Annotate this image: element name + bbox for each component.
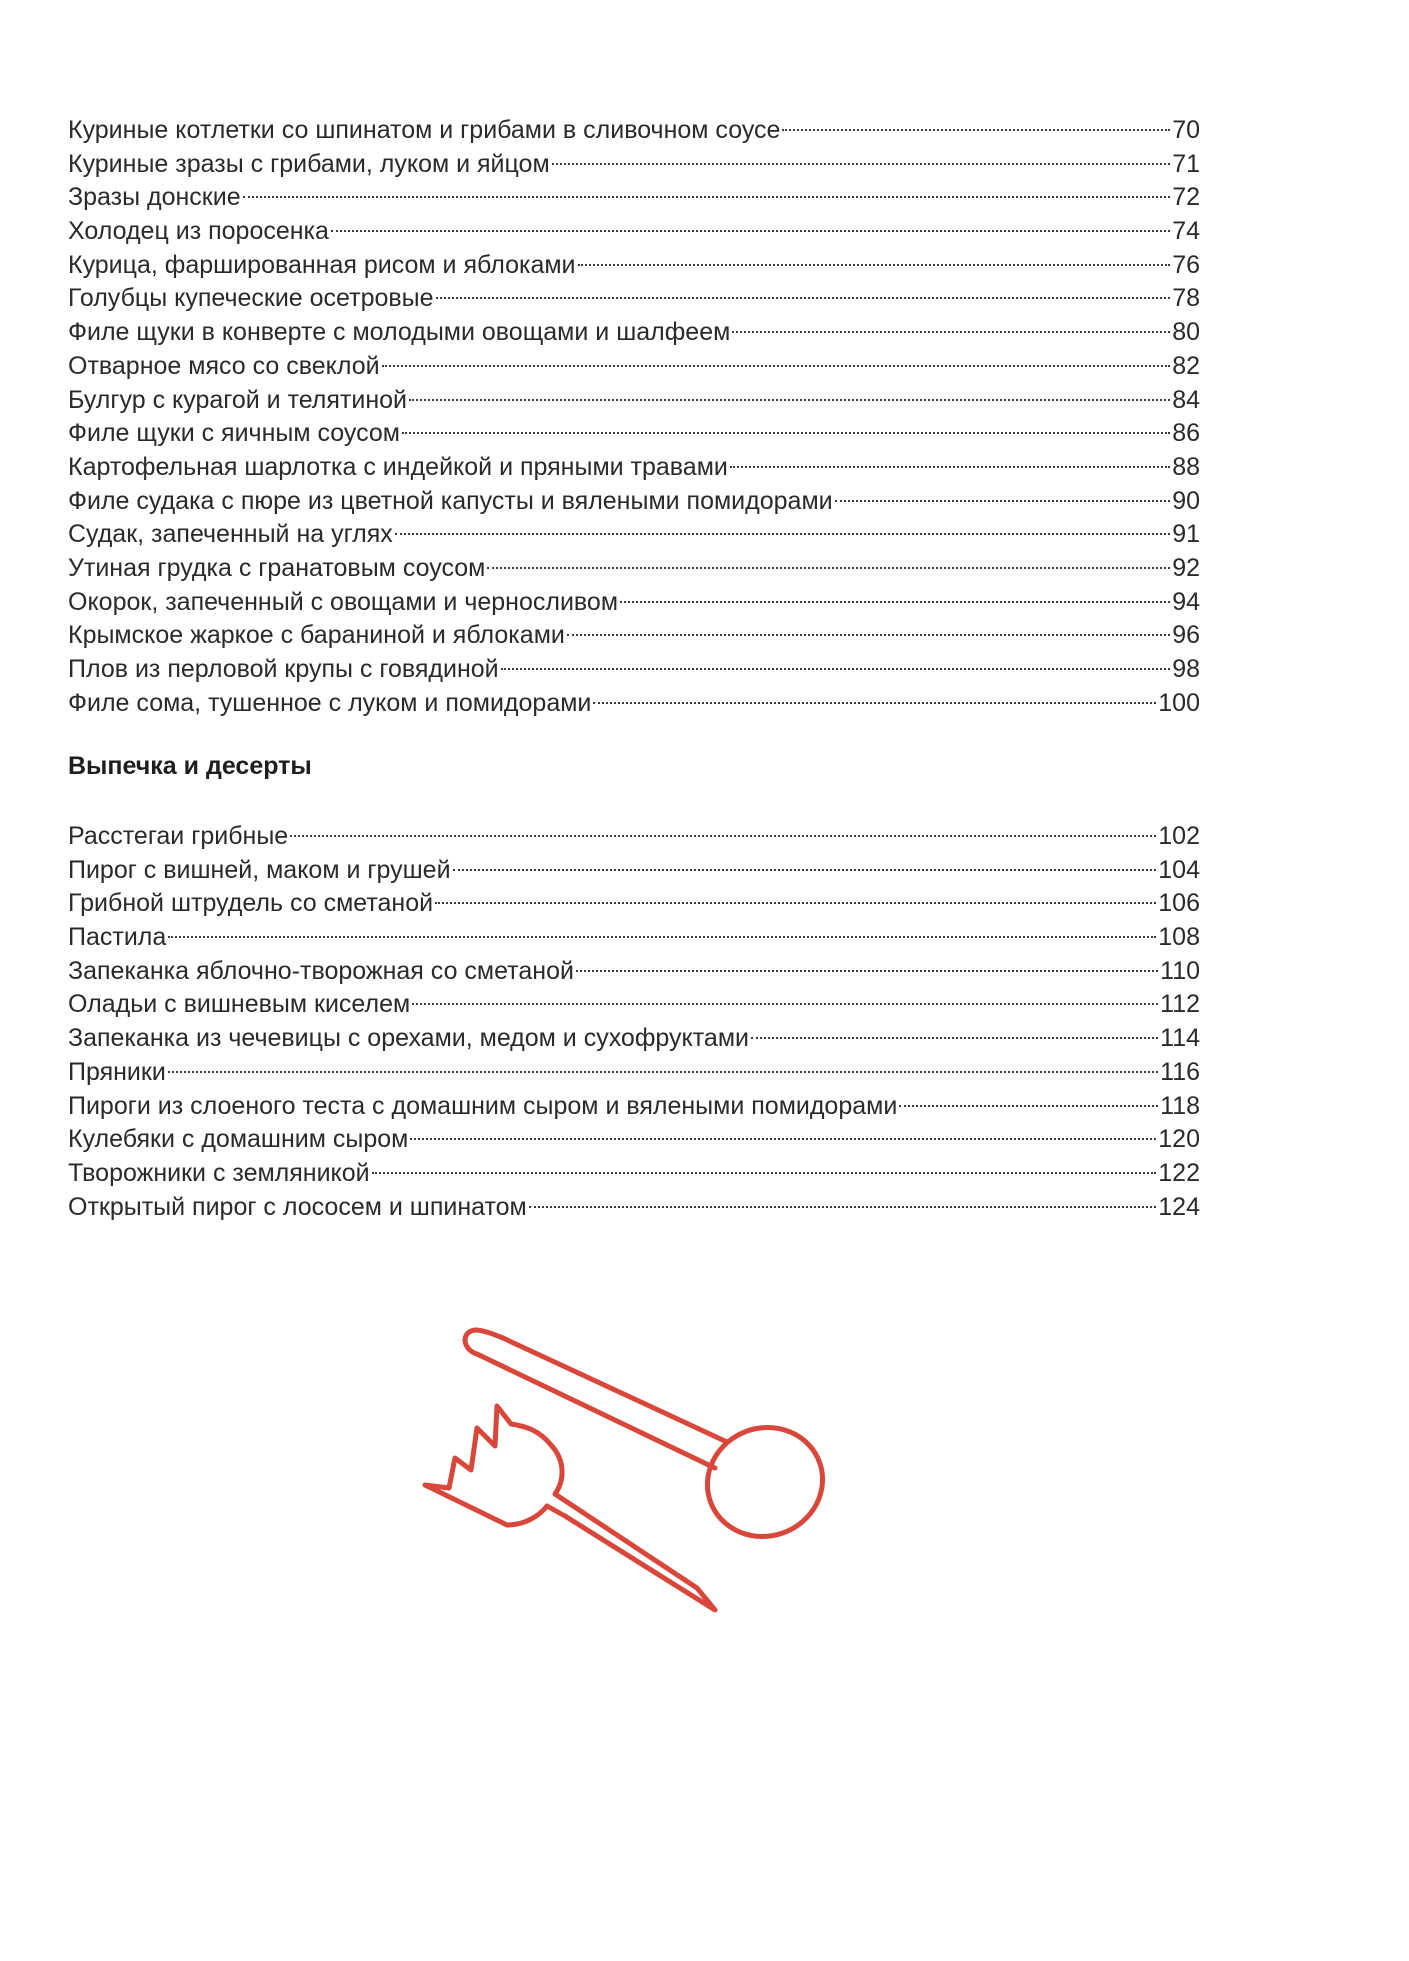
dot-leader bbox=[578, 264, 1171, 266]
toc-entry bbox=[68, 215, 1200, 249]
toc-entry bbox=[68, 1123, 1200, 1157]
dot-leader bbox=[382, 365, 1171, 367]
toc-entry-title: Филе щуки в конверте с молодыми овощами и шалфеем bbox=[68, 318, 731, 347]
dot-leader bbox=[435, 902, 1156, 904]
toc-entry-page: 71 bbox=[1172, 149, 1200, 178]
dot-leader bbox=[899, 1105, 1158, 1107]
toc-entry bbox=[68, 955, 1200, 989]
dot-leader bbox=[168, 936, 1156, 938]
toc-entry-page: 78 bbox=[1172, 284, 1200, 313]
toc-entry-page: 110 bbox=[1160, 956, 1200, 985]
toc-entry-title: Оладьи с вишневым киселем bbox=[68, 990, 411, 1019]
toc-entry-title: Грибной штрудель со сметаной bbox=[68, 889, 434, 918]
toc-entry bbox=[68, 687, 1200, 721]
toc-entry-page: 70 bbox=[1172, 116, 1200, 144]
toc-entry-title: Пирог с вишней, маком и грушей bbox=[68, 855, 451, 884]
toc-entry-title: Крымское жаркое с бараниной и яблоками bbox=[68, 621, 565, 650]
toc-entry-title: Пастила bbox=[68, 923, 167, 952]
dot-leader bbox=[436, 297, 1171, 299]
toc-entry bbox=[68, 619, 1200, 653]
toc-entry bbox=[68, 384, 1200, 418]
dot-leader bbox=[593, 702, 1156, 704]
toc-entry bbox=[68, 1056, 1200, 1090]
toc-entry-page: 88 bbox=[1172, 452, 1200, 481]
dot-leader bbox=[168, 1071, 1158, 1073]
dot-leader bbox=[395, 533, 1170, 535]
fork-head bbox=[425, 1406, 715, 1610]
toc-entry-title: Плов из перловой крупы с говядиной bbox=[68, 655, 499, 683]
toc-entry bbox=[68, 586, 1200, 620]
toc-entry-page: 112 bbox=[1160, 990, 1200, 1019]
toc-entry-page: 102 bbox=[1158, 822, 1200, 850]
toc-entry bbox=[68, 282, 1200, 316]
toc-entry bbox=[68, 1022, 1200, 1056]
toc-entry-title: Куриные котлетки со шпинатом и грибами в сливочном соусе bbox=[68, 116, 781, 144]
toc-entry-page: 104 bbox=[1158, 855, 1200, 884]
toc-list-main bbox=[68, 114, 1200, 720]
toc-entry bbox=[68, 1191, 1200, 1225]
dot-leader bbox=[529, 1206, 1157, 1208]
section-heading: Выпечка и десерты bbox=[68, 752, 312, 780]
toc-entry bbox=[68, 820, 1200, 854]
toc-entry-page: 120 bbox=[1158, 1125, 1200, 1154]
toc-entry bbox=[68, 485, 1200, 519]
dot-leader bbox=[372, 1172, 1157, 1174]
toc-entry-title: Кулебяки с домашним сыром bbox=[68, 1125, 409, 1154]
dot-leader bbox=[402, 432, 1170, 434]
toc-entry bbox=[68, 1090, 1200, 1124]
fork-and-spoon-icon bbox=[415, 1320, 855, 1620]
toc-entry-page: 116 bbox=[1160, 1057, 1200, 1086]
toc-entry bbox=[68, 1157, 1200, 1191]
toc-entry-title: Расстегаи грибные bbox=[68, 822, 289, 850]
toc-entry-page: 84 bbox=[1172, 385, 1200, 414]
toc-entry-page: 72 bbox=[1172, 183, 1200, 212]
toc-entry bbox=[68, 249, 1200, 283]
toc-entry-title: Отварное мясо со свеклой bbox=[68, 351, 380, 380]
toc-entry-title: Голубцы купеческие осетровые bbox=[68, 284, 434, 313]
dot-leader bbox=[410, 1138, 1156, 1140]
toc-entry-page: 92 bbox=[1172, 553, 1200, 582]
dot-leader bbox=[730, 466, 1170, 468]
dot-leader bbox=[409, 399, 1170, 401]
toc-entry bbox=[68, 518, 1200, 552]
toc-entry bbox=[68, 552, 1200, 586]
toc-entry-title: Пироги из слоеного теста с домашним сыром и вялеными помидорами bbox=[68, 1091, 898, 1120]
toc-entry-page: 76 bbox=[1172, 250, 1200, 279]
toc-entry-title: Окорок, запеченный с овощами и черносливом bbox=[68, 587, 619, 616]
dot-leader bbox=[620, 601, 1170, 603]
toc-entry-page: 96 bbox=[1172, 621, 1200, 650]
toc-entry bbox=[68, 653, 1200, 687]
toc-list-baking bbox=[68, 820, 1200, 1224]
toc-entry-title: Курица, фаршированная рисом и яблоками bbox=[68, 250, 576, 279]
spoon-handle bbox=[465, 1330, 715, 1468]
dot-leader bbox=[243, 196, 1171, 198]
toc-entry-title: Филе сома, тушенное с луком и помидорами bbox=[68, 688, 592, 717]
toc-entry-title: Утиная грудка с гранатовым соусом bbox=[68, 553, 486, 582]
toc-entry bbox=[68, 114, 1200, 148]
dot-leader bbox=[290, 835, 1156, 837]
toc-entry-page: 106 bbox=[1158, 889, 1200, 918]
toc-entry-page: 100 bbox=[1158, 688, 1200, 717]
toc-entry-page: 91 bbox=[1172, 520, 1200, 549]
toc-entry-title: Зразы донские bbox=[68, 183, 241, 212]
toc-entry bbox=[68, 887, 1200, 921]
toc-entry-page: 98 bbox=[1172, 655, 1200, 683]
toc-entry-title: Картофельная шарлотка с индейкой и пряными травами bbox=[68, 452, 728, 481]
toc-entry-page: 86 bbox=[1172, 419, 1200, 448]
dot-leader bbox=[412, 1003, 1158, 1005]
dot-leader bbox=[751, 1037, 1158, 1039]
dot-leader bbox=[501, 668, 1171, 670]
toc-entry-title: Запеканка из чечевицы с орехами, медом и сухофруктами bbox=[68, 1024, 749, 1053]
toc-entry-title: Запеканка яблочно-творожная со сметаной bbox=[68, 956, 574, 985]
dot-leader bbox=[331, 230, 1170, 232]
toc-entry-page: 82 bbox=[1172, 351, 1200, 380]
dot-leader bbox=[453, 869, 1157, 871]
toc-entry bbox=[68, 316, 1200, 350]
dot-leader bbox=[552, 163, 1171, 165]
toc-entry-title: Открытый пирог с лососем и шпинатом bbox=[68, 1192, 527, 1221]
dot-leader bbox=[732, 331, 1170, 333]
toc-entry-title: Судак, запеченный на углях bbox=[68, 520, 393, 549]
toc-entry-page: 122 bbox=[1158, 1158, 1200, 1187]
toc-entry-page: 94 bbox=[1172, 587, 1200, 616]
toc-entry-title: Куриные зразы с грибами, луком и яйцом bbox=[68, 149, 550, 178]
toc-entry-title: Булгур с курагой и телятиной bbox=[68, 385, 408, 414]
toc-entry-title: Холодец из поросенка bbox=[68, 217, 329, 246]
toc-entry-title: Филе судака с пюре из цветной капусты и вялеными помидорами bbox=[68, 486, 833, 515]
toc-entry-page: 114 bbox=[1160, 1024, 1200, 1053]
toc-entry-page: 108 bbox=[1158, 923, 1200, 952]
toc-entry bbox=[68, 148, 1200, 182]
toc-entry-page: 74 bbox=[1172, 217, 1200, 246]
toc-entry bbox=[68, 350, 1200, 384]
dot-leader bbox=[835, 500, 1171, 502]
toc-entry bbox=[68, 988, 1200, 1022]
toc-entry-page: 124 bbox=[1158, 1192, 1200, 1221]
toc-entry-title: Филе щуки с яичным соусом bbox=[68, 419, 400, 448]
toc-entry bbox=[68, 854, 1200, 888]
toc-entry bbox=[68, 451, 1200, 485]
dot-leader bbox=[487, 567, 1170, 569]
toc-entry-page: 80 bbox=[1172, 318, 1200, 347]
toc-entry bbox=[68, 417, 1200, 451]
dot-leader bbox=[782, 129, 1170, 131]
toc-entry bbox=[68, 181, 1200, 215]
toc-entry bbox=[68, 921, 1200, 955]
toc-entry-page: 90 bbox=[1172, 486, 1200, 515]
toc-entry-title: Пряники bbox=[68, 1057, 166, 1086]
dot-leader bbox=[576, 970, 1158, 972]
spoon-bowl bbox=[692, 1411, 838, 1552]
toc-entry-title: Творожники с земляникой bbox=[68, 1158, 370, 1187]
toc-entry-page: 118 bbox=[1160, 1091, 1200, 1120]
dot-leader bbox=[567, 634, 1170, 636]
